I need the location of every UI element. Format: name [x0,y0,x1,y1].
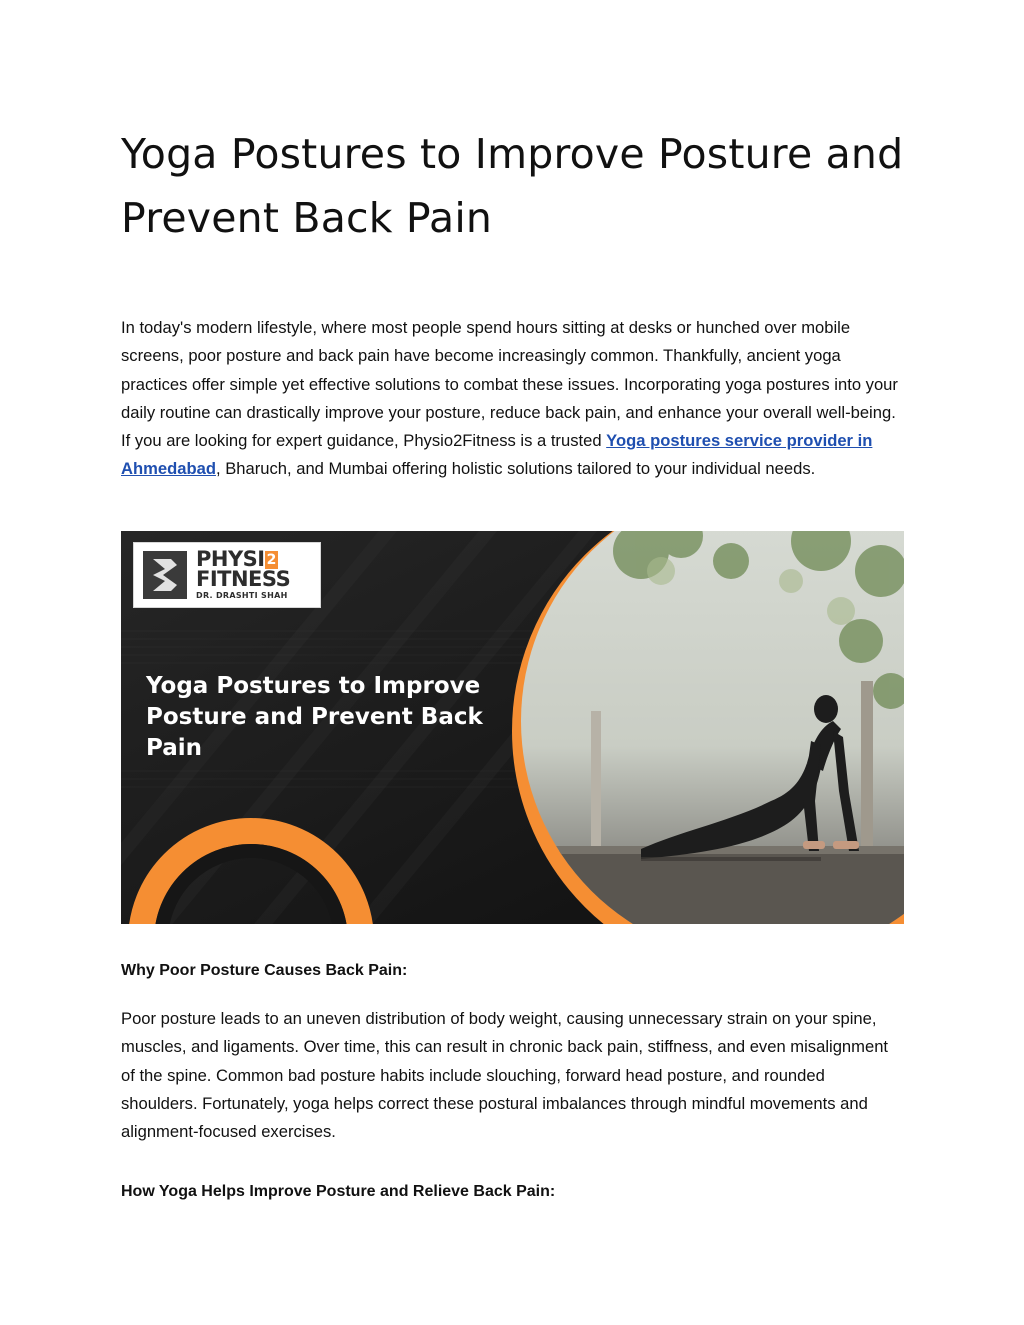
section-body-why-poor-posture: Poor posture leads to an uneven distribution of body weight, causing unnecessary strain on your spine, muscles, and ligaments. Over time, this can result in chronic back pain, stiffness, and even misalignment of the spine. Common bad posture habits include slouching, forward head posture, and rounded shoulders. Fortunately, yoga helps correct these postural imbalances through mindful movements and alignment-focused exercises. [121,1009,889,1142]
logo-line-1: PHYSI 2 [196,547,276,571]
logo-badge: 2 [266,552,276,568]
logo-subtitle: DR. DRASHTI SHAH [196,591,288,600]
intro-text-after-link: , Bharuch, and Mumbai offering holistic solutions tailored to your individual needs. [215,459,816,479]
physio2fitness-logo [133,542,321,608]
banner-headline: Yoga Postures to Improve Posture and Prevent Back Pain [146,673,483,761]
section-heading-why-poor-posture: Why Poor Posture Causes Back Pain: [121,962,408,979]
intro-paragraph [121,314,904,484]
intro-text-before-link: In today's modern lifestyle, where most people spend hours sitting at desks or hunched over mobile screens, poor posture and back pain have become increasingly common. Thankfully, ancient yoga practices offer simple yet effective solutions to combat these issues. Incorporating yoga postures into your daily routine can drastically improve your posture, reduce back pain, and enhance your overall well-being. If you are looking for expert guidance, Physio2Fitness is a trusted [121,318,898,451]
logo-mark-icon [143,551,187,599]
page-title: Yoga Postures to Improve Posture and Prevent Back Pain [121,130,904,242]
yoga-service-link[interactable]: Yoga postures service provider in Ahmedabad [121,431,873,479]
logo-line-2: FITNESS [196,567,291,591]
section-heading-how-yoga-helps: How Yoga Helps Improve Posture and Relieve Back Pain: [121,1183,556,1200]
article-banner-image [121,531,904,924]
